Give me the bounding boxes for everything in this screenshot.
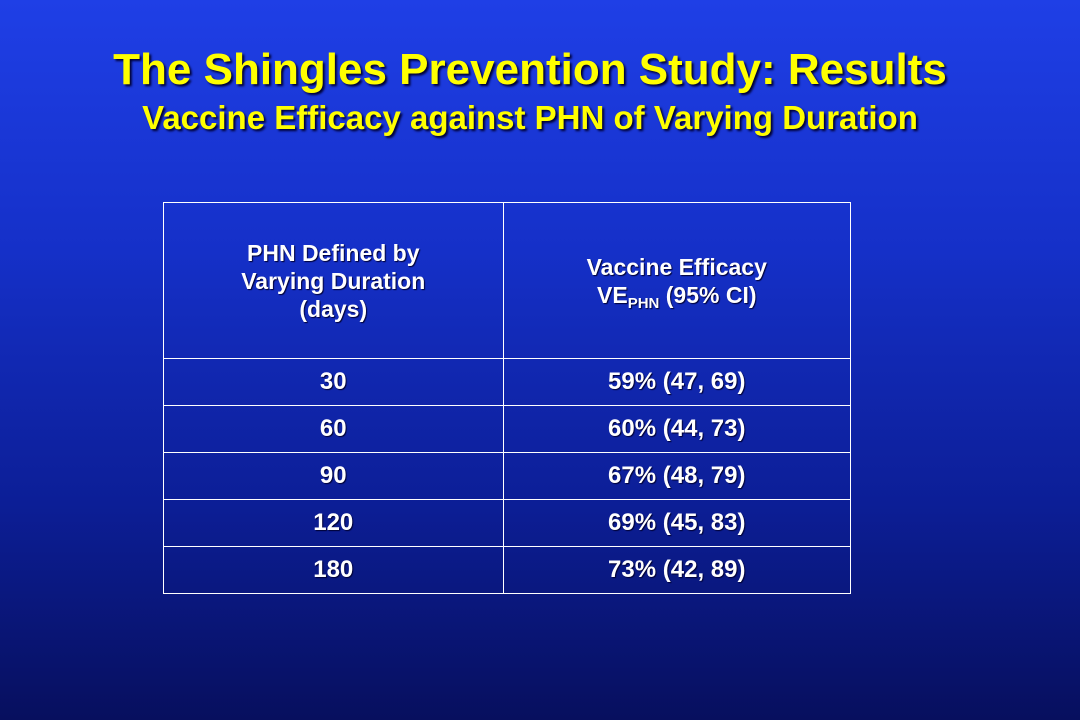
header-vaccine-efficacy xyxy=(503,203,850,359)
table-row xyxy=(164,406,851,453)
duration-cell: 30 xyxy=(164,359,504,406)
table-row xyxy=(164,500,851,547)
header-efficacy-line: Vaccine Efficacy xyxy=(586,253,767,280)
efficacy-cell: 67% (48, 79) xyxy=(503,453,850,500)
duration-cell: 60 xyxy=(164,406,504,453)
efficacy-cell: 59% (47, 69) xyxy=(503,359,850,406)
header-duration-line: PHN Defined by xyxy=(247,239,420,266)
header-phn-duration xyxy=(164,203,504,359)
slide-subtitle: Vaccine Efficacy against PHN of Varying Duration xyxy=(142,99,918,136)
duration-cell: 120 xyxy=(164,500,504,547)
efficacy-table xyxy=(163,202,851,594)
ve-subscript: PHN xyxy=(627,294,660,312)
table-row xyxy=(164,547,851,594)
header-efficacy-ve-line xyxy=(504,281,850,312)
table-row xyxy=(164,359,851,406)
efficacy-cell: 69% (45, 83) xyxy=(503,500,850,547)
efficacy-cell: 60% (44, 73) xyxy=(503,406,850,453)
header-duration-line: (days) xyxy=(299,295,368,322)
slide-title: The Shingles Prevention Study: Results xyxy=(113,45,947,94)
table-row xyxy=(164,453,851,500)
efficacy-cell: 73% (42, 89) xyxy=(503,547,850,594)
header-duration-line: Varying Duration xyxy=(241,267,426,294)
table-header-row xyxy=(164,203,851,359)
ve-label: VE xyxy=(597,281,628,308)
ci-label: (95% CI) xyxy=(659,281,757,308)
duration-cell: 90 xyxy=(164,453,504,500)
duration-cell: 180 xyxy=(164,547,504,594)
